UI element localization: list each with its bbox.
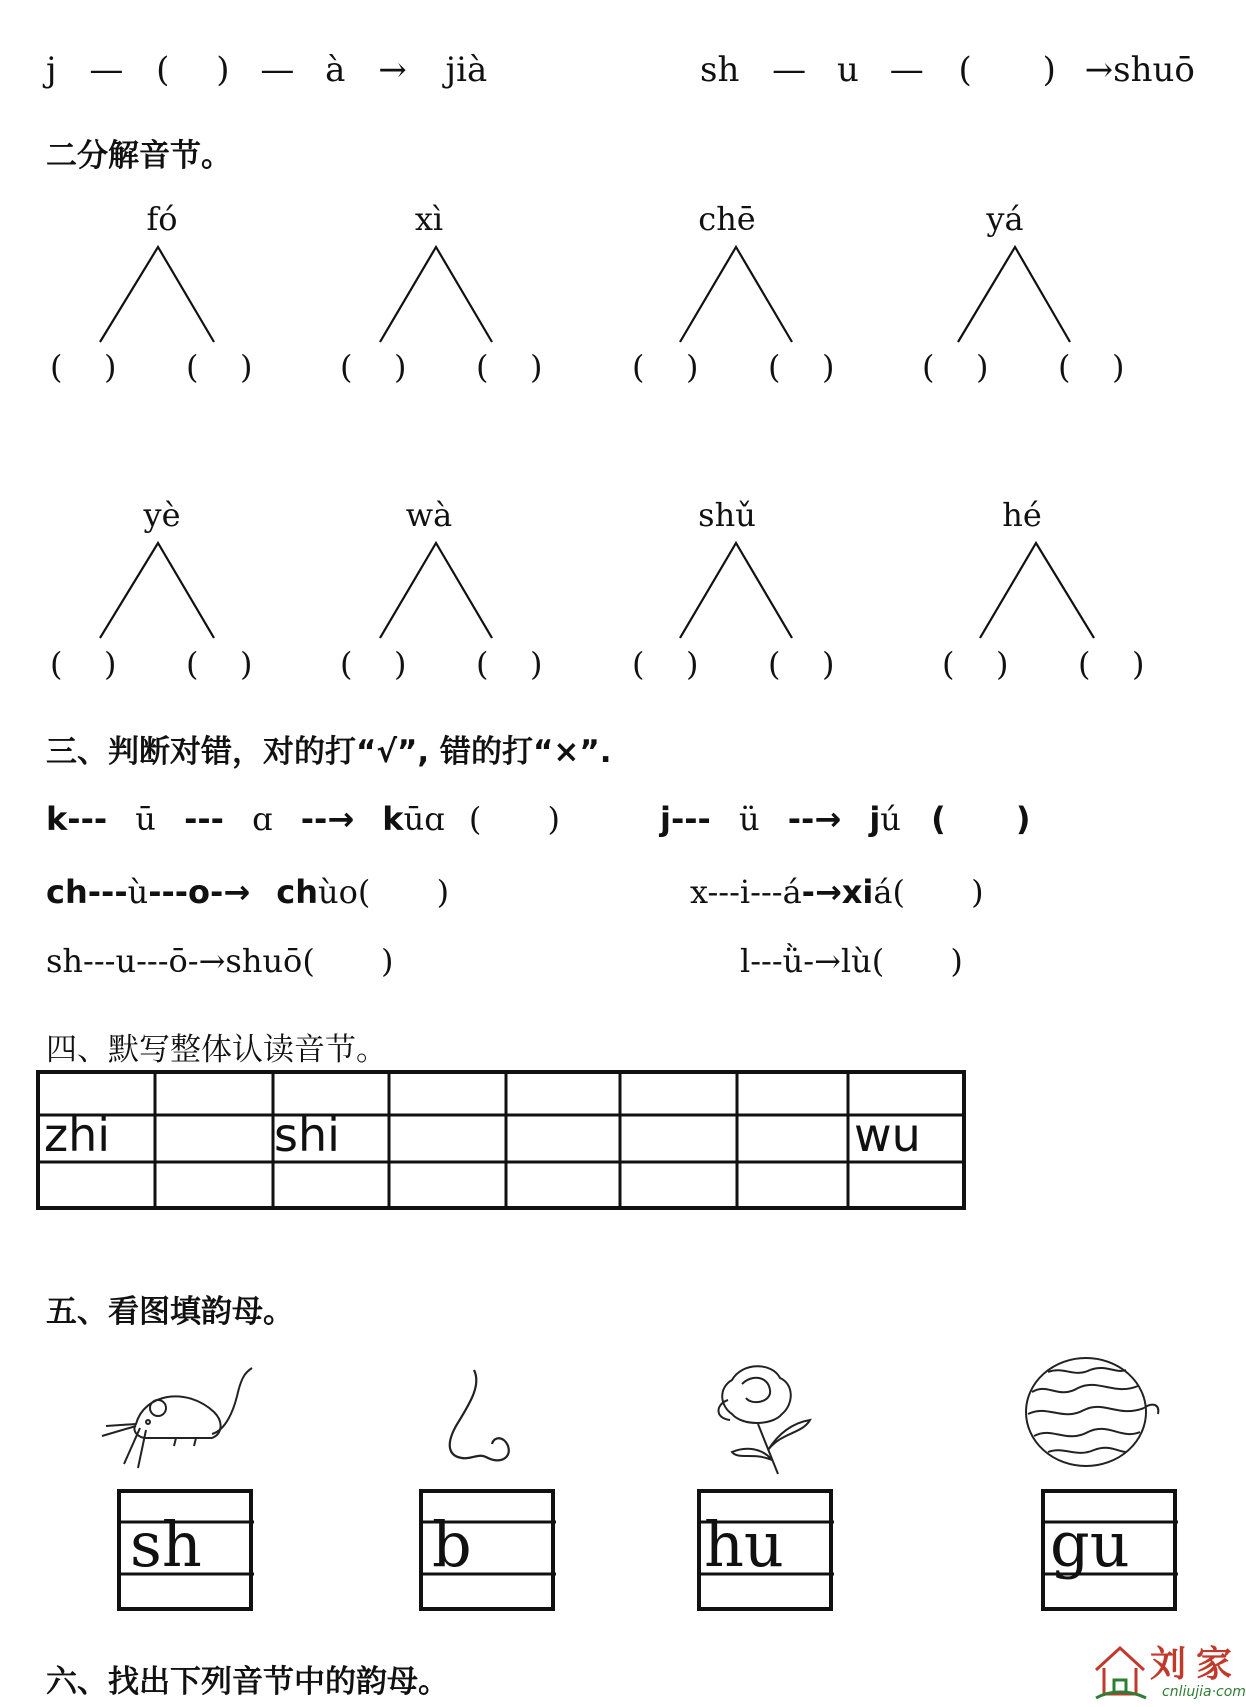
- paren-close: ): [530, 348, 543, 386]
- tree-branch: [680, 543, 792, 638]
- paren-close: ): [1132, 645, 1145, 683]
- judge-item-4: x---i---á-→xiá( ): [690, 873, 984, 911]
- final: à: [325, 50, 346, 90]
- paren-close: ): [976, 348, 989, 386]
- syllable: shǔ: [698, 496, 756, 534]
- section6-title: 六、找出下列音节中的韵母。: [46, 1664, 449, 1700]
- syllable: hé: [1002, 496, 1042, 534]
- rose-icon: [702, 1360, 822, 1480]
- section3-title: 三、判断对错，对的打“√”, 错的打“×”.: [46, 734, 612, 770]
- syllable: chē: [698, 200, 756, 238]
- paren-close: ): [216, 50, 230, 90]
- paren-close: ): [996, 645, 1009, 683]
- paren-open: (: [50, 645, 63, 683]
- tree-branch: [380, 543, 492, 638]
- mouse-icon: [96, 1364, 266, 1474]
- tree-branch: [980, 543, 1094, 638]
- initial: j: [46, 50, 57, 90]
- paren-open: (: [156, 50, 170, 90]
- paren-open: (: [942, 645, 955, 683]
- section2-title: 二分解音节。: [46, 138, 232, 174]
- paren-close: ): [822, 645, 835, 683]
- grid-cell: zhi: [44, 1108, 111, 1162]
- paren-open: (: [340, 348, 353, 386]
- judge-item-1: k--- ū --- ɑ --→ kūɑ ( ): [46, 800, 560, 838]
- paren-close: ): [240, 645, 253, 683]
- grid-cell: shi: [274, 1108, 340, 1162]
- judge-item-5: sh---u---ō-→shuō( ): [46, 942, 394, 980]
- paren-close: ): [822, 348, 835, 386]
- dash: —: [889, 50, 924, 90]
- paren-open: (: [632, 645, 645, 683]
- paren-open: (: [1078, 645, 1091, 683]
- paren-open: (: [1058, 348, 1071, 386]
- medial: u: [836, 50, 859, 90]
- logo-chars: 刘家: [1150, 1643, 1243, 1685]
- nose-icon: [438, 1366, 528, 1476]
- pinyin-box-text: sh: [130, 1508, 202, 1581]
- syllable: yè: [143, 496, 181, 534]
- paren-open: (: [476, 645, 489, 683]
- writing-grid-lines: [36, 1070, 968, 1214]
- writing-grid: [36, 1070, 964, 1210]
- syllable: fó: [146, 200, 178, 238]
- paren-close: ): [530, 645, 543, 683]
- arrow: →: [378, 50, 407, 90]
- paren-open: (: [958, 50, 972, 90]
- judge-item-6: l---ǜ-→lù( ): [740, 942, 963, 980]
- paren-close: ): [686, 348, 699, 386]
- tree-branch: [958, 247, 1070, 342]
- paren-open: (: [186, 348, 199, 386]
- syllable: xì: [414, 200, 444, 238]
- paren-open: (: [768, 348, 781, 386]
- paren-open: (: [922, 348, 935, 386]
- paren-open: (: [632, 348, 645, 386]
- paren-close: ): [104, 348, 117, 386]
- tree-branch: [100, 543, 214, 638]
- section4-title: 四、默写整体认读音节。: [46, 1032, 387, 1068]
- result: shuō: [1113, 50, 1195, 90]
- syllable: wà: [405, 496, 453, 534]
- result: jià: [445, 50, 488, 90]
- arrow: →: [1084, 50, 1114, 90]
- site-logo: [1090, 1640, 1246, 1704]
- paren-close: ): [240, 348, 253, 386]
- grid-cell: wu: [854, 1108, 921, 1162]
- paren-open: (: [186, 645, 199, 683]
- paren-close: ): [394, 645, 407, 683]
- dash: —: [772, 50, 807, 90]
- paren-open: (: [768, 645, 781, 683]
- paren-close: ): [394, 348, 407, 386]
- watermelon-icon: [1018, 1352, 1168, 1472]
- judge-item-2: j--- ü --→ jú ( ): [660, 800, 1031, 838]
- paren-close: ): [104, 645, 117, 683]
- dash: —: [260, 50, 295, 90]
- pinyin-box-text: b: [432, 1508, 472, 1581]
- paren-close: ): [1112, 348, 1125, 386]
- paren-close: ): [686, 645, 699, 683]
- section5-title: 五、看图填韵母。: [46, 1294, 294, 1330]
- paren-open: (: [340, 645, 353, 683]
- house-icon: [1090, 1640, 1150, 1700]
- paren-close: ): [1042, 50, 1056, 90]
- syllable: yá: [986, 200, 1024, 238]
- tree-branch: [680, 247, 792, 342]
- judge-item-3: ch---ù---o-→ chùo( ): [46, 873, 450, 911]
- initial: sh: [700, 50, 740, 90]
- dash: —: [89, 50, 124, 90]
- tree-branch: [100, 247, 214, 342]
- tree-branch: [380, 247, 492, 342]
- logo-url: cnliujia·com: [1162, 1684, 1246, 1700]
- pinyin-box-text: hu: [704, 1508, 784, 1581]
- paren-open: (: [476, 348, 489, 386]
- paren-open: (: [50, 348, 63, 386]
- pinyin-box-text: gu: [1050, 1508, 1130, 1581]
